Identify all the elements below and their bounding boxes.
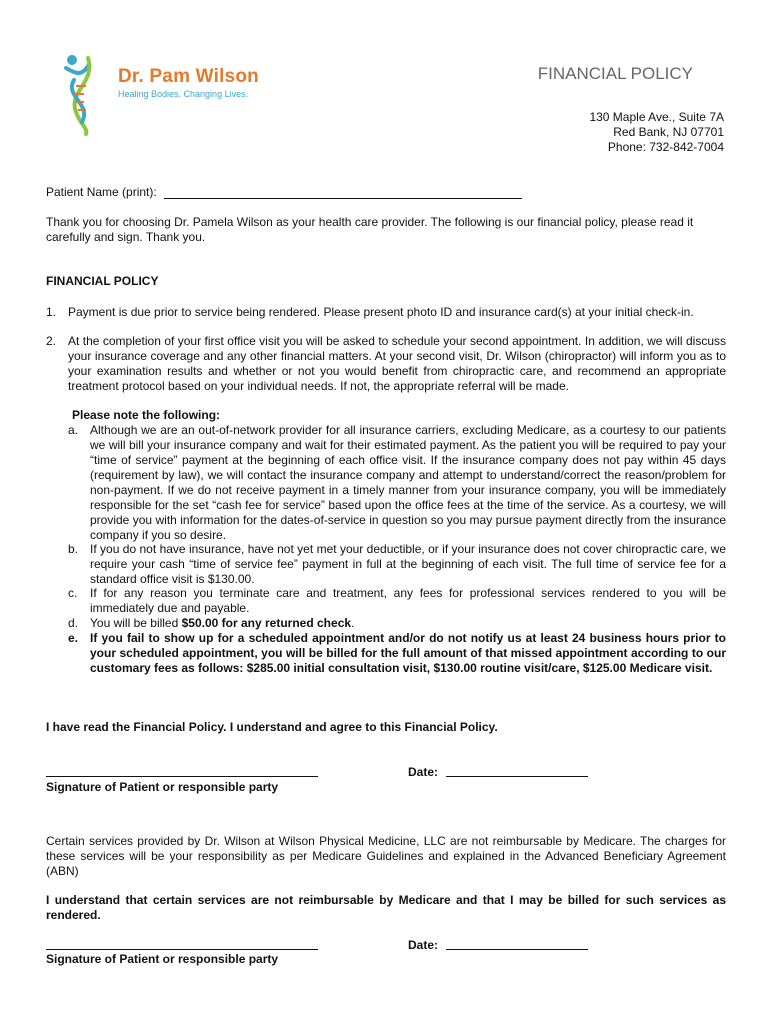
note-letter: b. xyxy=(68,542,79,556)
note-text: If you fail to show up for a scheduled appointment and/or do not notify us at least 24 business hours prior to your scheduled appointment, you will be billed for the full amount of that missed appointment according to our customary fees as follows: $285.00 initial consultation visit, $130.00 routine visit/care, $125.00 Medicare visit. xyxy=(90,631,726,675)
document-title: FINANCIAL POLICY xyxy=(537,64,693,83)
note-letter: c. xyxy=(68,586,78,600)
date-label-2: Date: xyxy=(408,938,439,952)
agreement-statement-1: I have read the Financial Policy. I understand and agree to this Financial Policy. xyxy=(46,720,498,734)
item-text: Payment is due prior to service being rendered. Please present photo ID and insurance card(s) at your initial check-in. xyxy=(68,305,694,319)
note-heading: Please note the following: xyxy=(72,408,221,422)
date-field-2[interactable] xyxy=(446,936,588,950)
note-d-end: . xyxy=(351,616,355,630)
date-field-1[interactable] xyxy=(446,763,588,777)
item-number: 2. xyxy=(46,334,57,348)
signature-label-1: Signature of Patient or responsible party xyxy=(46,780,279,794)
item-number: 1. xyxy=(46,305,57,319)
signature-line-1[interactable] xyxy=(46,763,318,777)
section-heading: FINANCIAL POLICY xyxy=(46,274,159,288)
dna-logo-icon xyxy=(62,52,106,136)
address-line1: 130 Maple Ave., Suite 7A xyxy=(589,110,724,124)
logo-tagline: Healing Bodies. Changing Lives. xyxy=(118,89,249,99)
note-text: Although we are an out-of-network provider for all insurance carriers, excluding Medicare, as a courtesy to our patients we will bill your insurance company and wait for their estimated payment. As the patient you will be required to pay your “time of service” payment at the beginning of each office visit. If the insurance company does not pay within 45 days (requirement by law), we will contact the insurance company and attempt to understand/correct the reason/problem for non-payment. If we do not receive payment in a timely manner from your insurance company, you will be immediately responsible for the set “cash fee for service” based upon the office fees at the time of the service. As a courtesy, we will provide you with information for the dates-of-service in question so you may pursue payment directly from the insurance company if you so desire. xyxy=(90,423,726,542)
logo xyxy=(62,52,262,136)
address-line2: Red Bank, NJ 07701 xyxy=(613,125,724,139)
note-letter: e. xyxy=(68,631,79,645)
intro-paragraph: Thank you for choosing Dr. Pamela Wilson as your health care provider. The following is our financial policy, please read it carefully and sign. Thank you. xyxy=(46,215,694,244)
address-block xyxy=(589,110,724,155)
address-phone: Phone: 732-842-7004 xyxy=(607,140,724,154)
signature-label-2: Signature of Patient or responsible party xyxy=(46,952,279,966)
patient-name-field[interactable] xyxy=(164,185,522,199)
agreement-statement-2: I understand that certain services are not reimbursable by Medicare and that I may be billed for such services as rendered. xyxy=(46,893,726,922)
note-text: If you do not have insurance, have not yet met your deductible, or if your insurance does not cover chiropractic care, we require your cash “time of service fee” payment in full at the beginning of each visit. The full time of service fee for a standard office visit is $130.00. xyxy=(90,542,726,586)
logo-name: Dr. Pam Wilson xyxy=(118,66,259,87)
note-text: If for any reason you terminate care and treatment, any fees for professional services rendered to you will be immediately due and payable. xyxy=(90,586,726,615)
patient-name-label: Patient Name (print): xyxy=(46,185,157,199)
date-label-1: Date: xyxy=(408,765,439,779)
signature-line-2[interactable] xyxy=(46,936,318,950)
note-letter: a. xyxy=(68,423,79,437)
note-text xyxy=(90,616,726,631)
medicare-paragraph: Certain services provided by Dr. Wilson at Wilson Physical Medicine, LLC are not reimbursable by Medicare. The charges for these services will be your responsibility as per Medicare Guidelines and explained in the Advanced Beneficiary Agreement (ABN) xyxy=(46,834,726,878)
note-d-bold: $50.00 for any returned check xyxy=(181,616,352,630)
note-d-plain: You will be billed xyxy=(90,616,182,630)
item-text: At the completion of your first office visit you will be asked to schedule your second appointment. In addition, we will discuss your insurance coverage and any other financial matters. At your second visit, Dr. Wilson (chiropractor) will inform you as to your examination results and whether or not you would benefit from chiropractic care, and recommend an appropriate treatment protocol based on your individual needs. If not, the appropriate referral will be made. xyxy=(68,334,726,393)
note-letter: d. xyxy=(68,616,79,630)
